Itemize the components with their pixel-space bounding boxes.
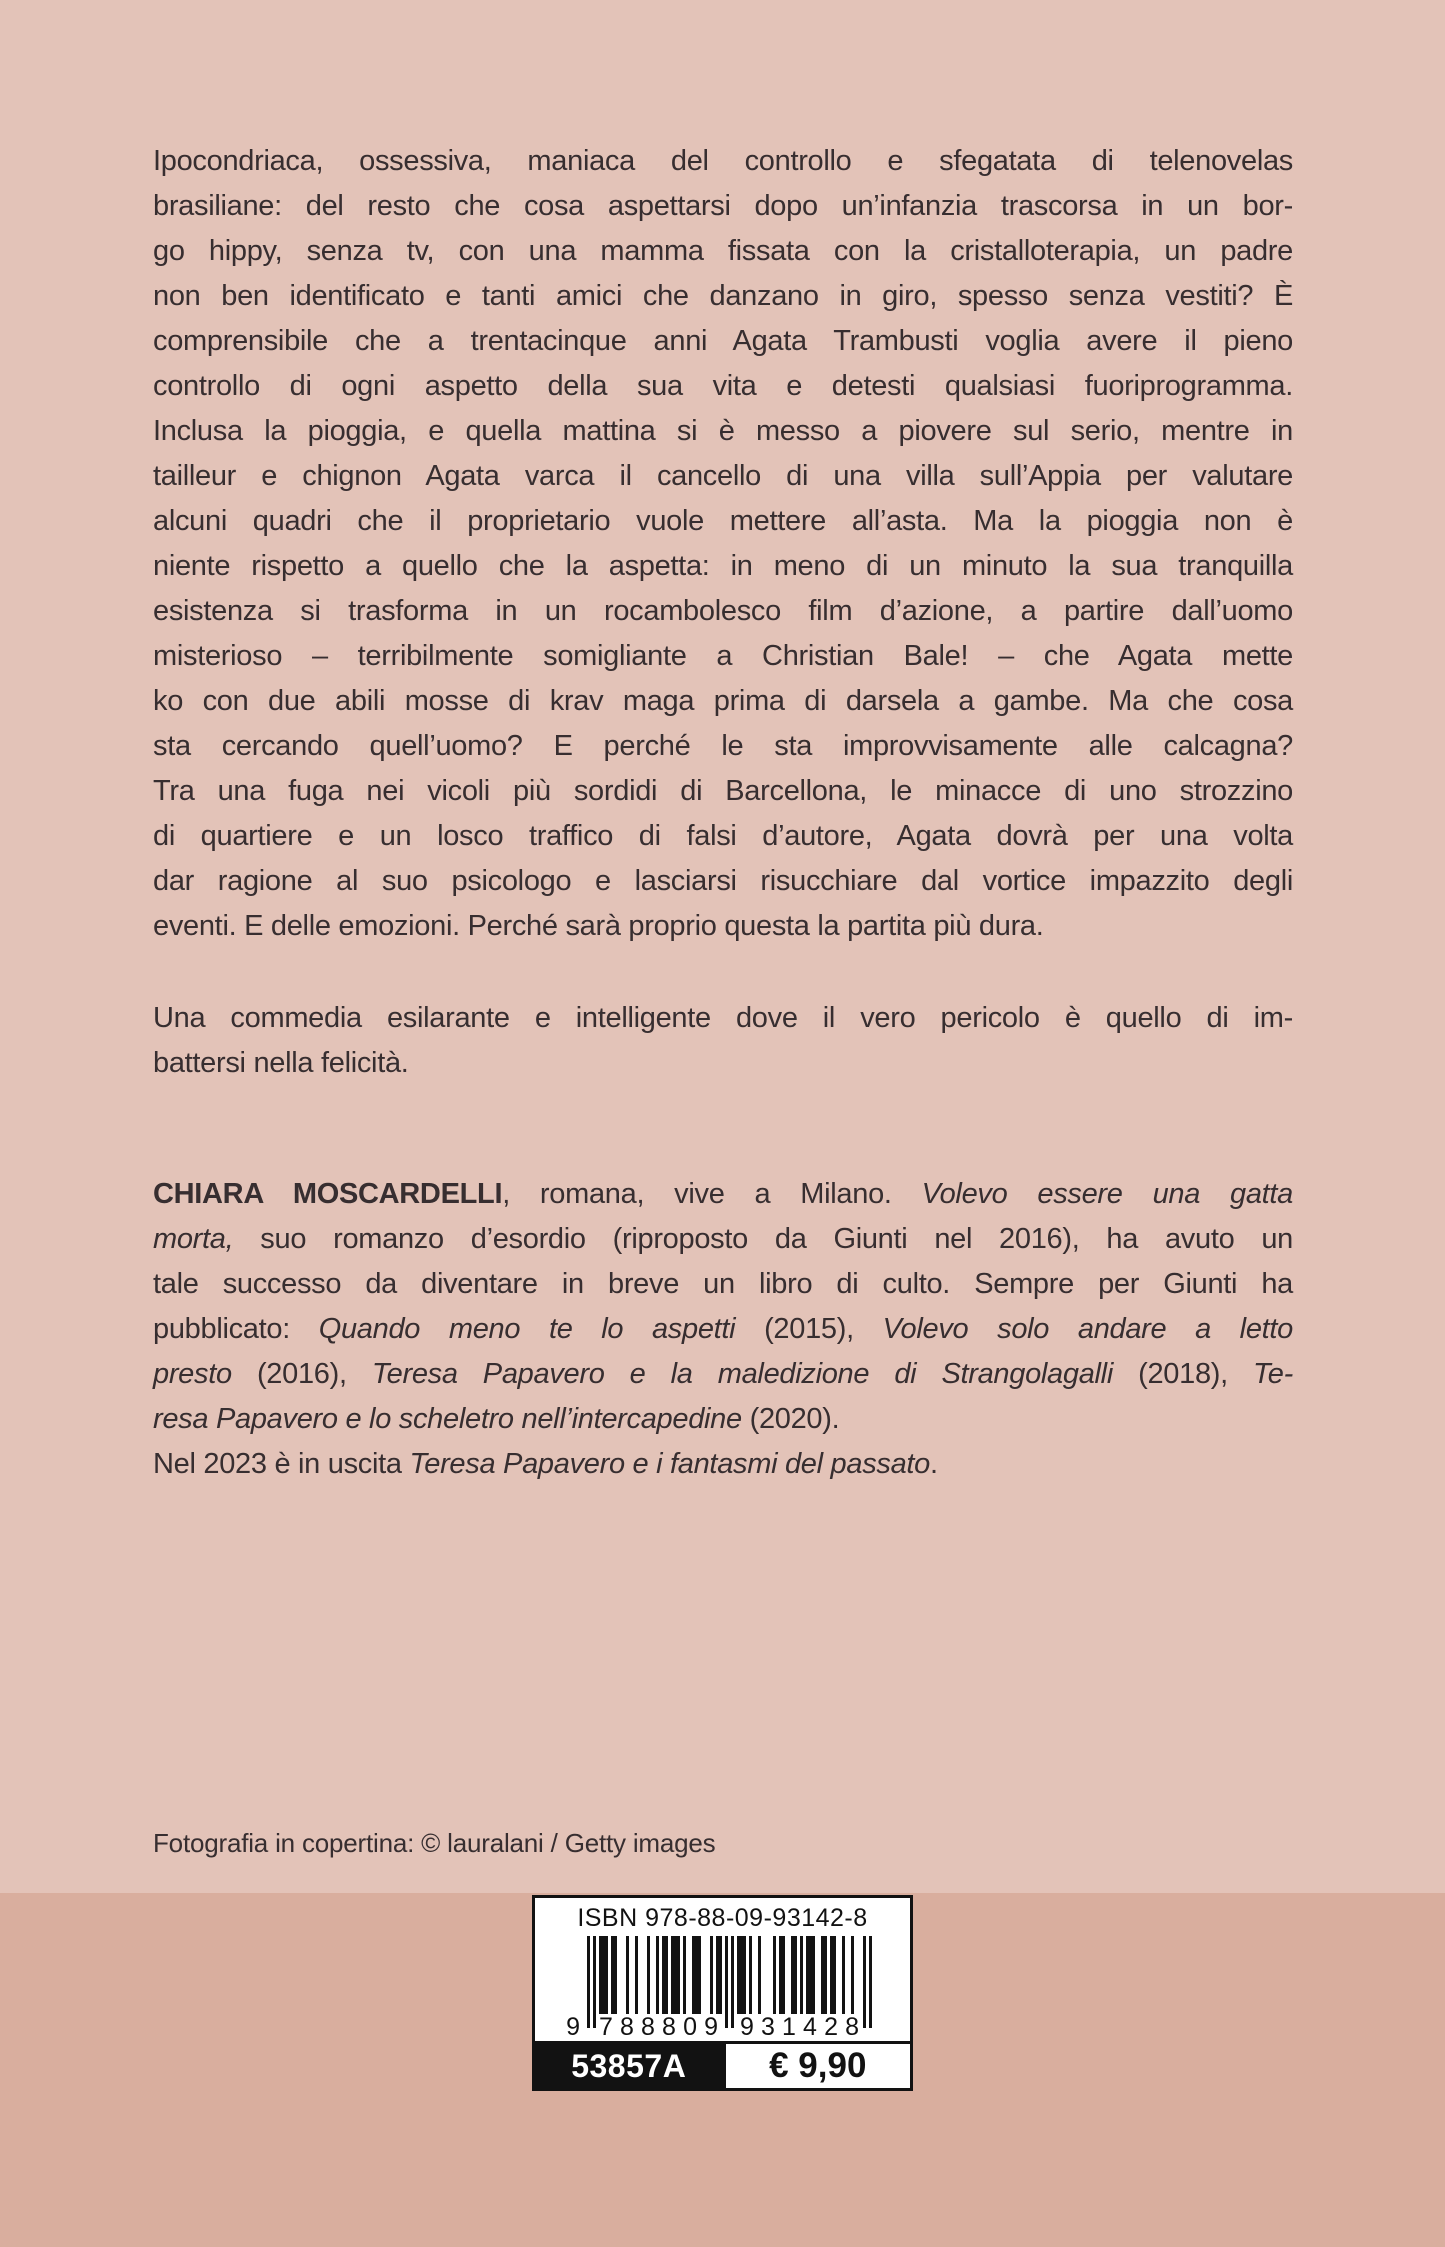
text-line — [153, 1352, 1293, 1397]
text-segment: Inclusa la pioggia, e quella mattina si è messo a piovere sul serio, mentre in — [153, 415, 1293, 447]
text-segment: tailleur e chignon Agata varca il cancello di una villa sull’Appia per valutare — [153, 460, 1293, 492]
text-segment: tale successo da diventare in breve un libro di culto. Sempre per Giunti ha — [153, 1268, 1293, 1300]
text-segment: Volevo solo andare a letto — [882, 1313, 1293, 1345]
text-line — [153, 1217, 1293, 1262]
barcode-box — [532, 1895, 913, 2091]
text-segment: non ben identificato e tanti amici che danzano in giro, spesso senza vestiti? È — [153, 280, 1293, 312]
text-segment: Teresa Papavero e i fantasmi del passato — [409, 1448, 931, 1480]
svg-text:788809: 788809 — [599, 2013, 718, 2040]
text-line — [153, 454, 1293, 499]
text-segment: esistenza si trasforma in un rocambolesco film d’azione, a partire dall’uomo — [153, 595, 1293, 627]
text-segment: go hippy, senza tv, con una mamma fissata con la cristalloterapia, un padre — [153, 235, 1293, 267]
text-line — [153, 139, 1293, 184]
text-segment: (2020). — [741, 1403, 840, 1435]
text-line — [153, 634, 1293, 679]
text-segment: comprensibile che a trentacinque anni Agata Trambusti voglia avere il pieno — [153, 325, 1293, 357]
text-segment: suo romanzo d’esordio (riproposto da Giunti nel 2016), ha avuto un — [233, 1223, 1293, 1255]
text-line — [153, 229, 1293, 274]
text-line — [153, 996, 1293, 1041]
text-segment: CHIARA MOSCARDELLI — [153, 1178, 503, 1210]
svg-text:931428: 931428 — [740, 2013, 859, 2040]
text-segment: Te- — [1253, 1358, 1293, 1390]
text-line — [153, 814, 1293, 859]
text-line — [153, 274, 1293, 319]
text-line — [153, 499, 1293, 544]
text-line — [153, 364, 1293, 409]
text-line — [153, 1172, 1293, 1217]
cover-photo-credit: Fotografia in copertina: © lauralani / Getty images — [153, 1828, 716, 1858]
text-segment: (2018), — [1112, 1358, 1254, 1390]
text-segment: misterioso – terribilmente somigliante a Christian Bale! – che Agata mette — [153, 640, 1293, 672]
text-segment: controllo di ogni aspetto della sua vita e detesti qualsiasi fuoriprogramma. — [153, 370, 1293, 402]
author-bio-paragraph — [153, 1172, 1293, 1442]
text-segment: ko con due abili mosse di krav maga prima di darsela a gambe. Ma che cosa — [153, 685, 1293, 717]
text-segment: Volevo essere una gatta — [921, 1178, 1294, 1210]
text-line — [153, 769, 1293, 814]
text-line — [153, 1041, 1293, 1086]
text-segment: dar ragione al suo psicologo e lasciarsi risucchiare dal vortice impazzito degli — [153, 865, 1293, 897]
tagline-paragraph — [153, 996, 1293, 1086]
text-line — [153, 1307, 1293, 1352]
barcode-footer — [535, 2041, 910, 2088]
author-bio-upcoming-line — [153, 1442, 1293, 1487]
price-label: € 9,90 — [723, 2044, 911, 2088]
text-segment: morta, — [153, 1223, 234, 1255]
text-line — [153, 679, 1293, 724]
text-line — [153, 409, 1293, 454]
text-line — [153, 589, 1293, 634]
text-segment: (2016), — [231, 1358, 372, 1390]
ean13-barcode — [557, 1936, 895, 2040]
svg-text:9: 9 — [566, 2013, 580, 2040]
text-segment: Una commedia esilarante e intelligente dove il vero pericolo è quello di im- — [153, 1002, 1293, 1034]
text-line — [153, 1262, 1293, 1307]
text-line — [153, 319, 1293, 364]
text-segment: Teresa Papavero e la maledizione di Strangolagalli — [371, 1358, 1113, 1390]
text-segment: pubblicato: — [153, 1313, 319, 1345]
text-segment: . — [930, 1448, 938, 1480]
text-segment: sta cercando quell’uomo? E perché le sta improvvisamente alle calcagna? — [153, 730, 1293, 762]
blurb-paragraph — [153, 139, 1293, 949]
text-segment: , romana, vive a Milano. — [502, 1178, 922, 1210]
text-segment: battersi nella felicità. — [153, 1047, 409, 1079]
text-segment: Nel 2023 è in uscita — [153, 1448, 410, 1480]
text-line — [153, 1397, 1293, 1442]
text-segment: brasiliane: del resto che cosa aspettarsi dopo un’infanzia trascorsa in un bor- — [153, 190, 1293, 222]
isbn-label: ISBN 978-88-09-93142-8 — [577, 1904, 868, 1932]
text-line — [153, 184, 1293, 229]
text-line — [153, 859, 1293, 904]
text-segment: di quartiere e un losco traffico di falsi d’autore, Agata dovrà per una volta — [153, 820, 1293, 852]
text-segment: alcuni quadri che il proprietario vuole mettere all’asta. Ma la pioggia non è — [153, 505, 1293, 537]
text-line — [153, 724, 1293, 769]
text-segment: Tra una fuga nei vicoli più sordidi di Barcellona, le minacce di uno strozzino — [153, 775, 1293, 807]
text-segment: Quando meno te lo aspetti — [318, 1313, 736, 1345]
text-segment: (2015), — [735, 1313, 883, 1345]
text-line — [153, 1442, 1293, 1487]
text-segment: resa Papavero e lo scheletro nell’intercapedine — [153, 1403, 742, 1435]
text-segment: Ipocondriaca, ossessiva, maniaca del controllo e sfegatata di telenovelas — [153, 145, 1293, 177]
text-line — [153, 904, 1293, 949]
text-segment: niente rispetto a quello che la aspetta: in meno di un minuto la sua tranquilla — [153, 550, 1293, 582]
text-line — [153, 544, 1293, 589]
edition-code-badge: 53857A — [535, 2044, 723, 2088]
text-segment: eventi. E delle emozioni. Perché sarà proprio questa la partita più dura. — [153, 910, 1044, 942]
text-segment: presto — [153, 1358, 232, 1390]
